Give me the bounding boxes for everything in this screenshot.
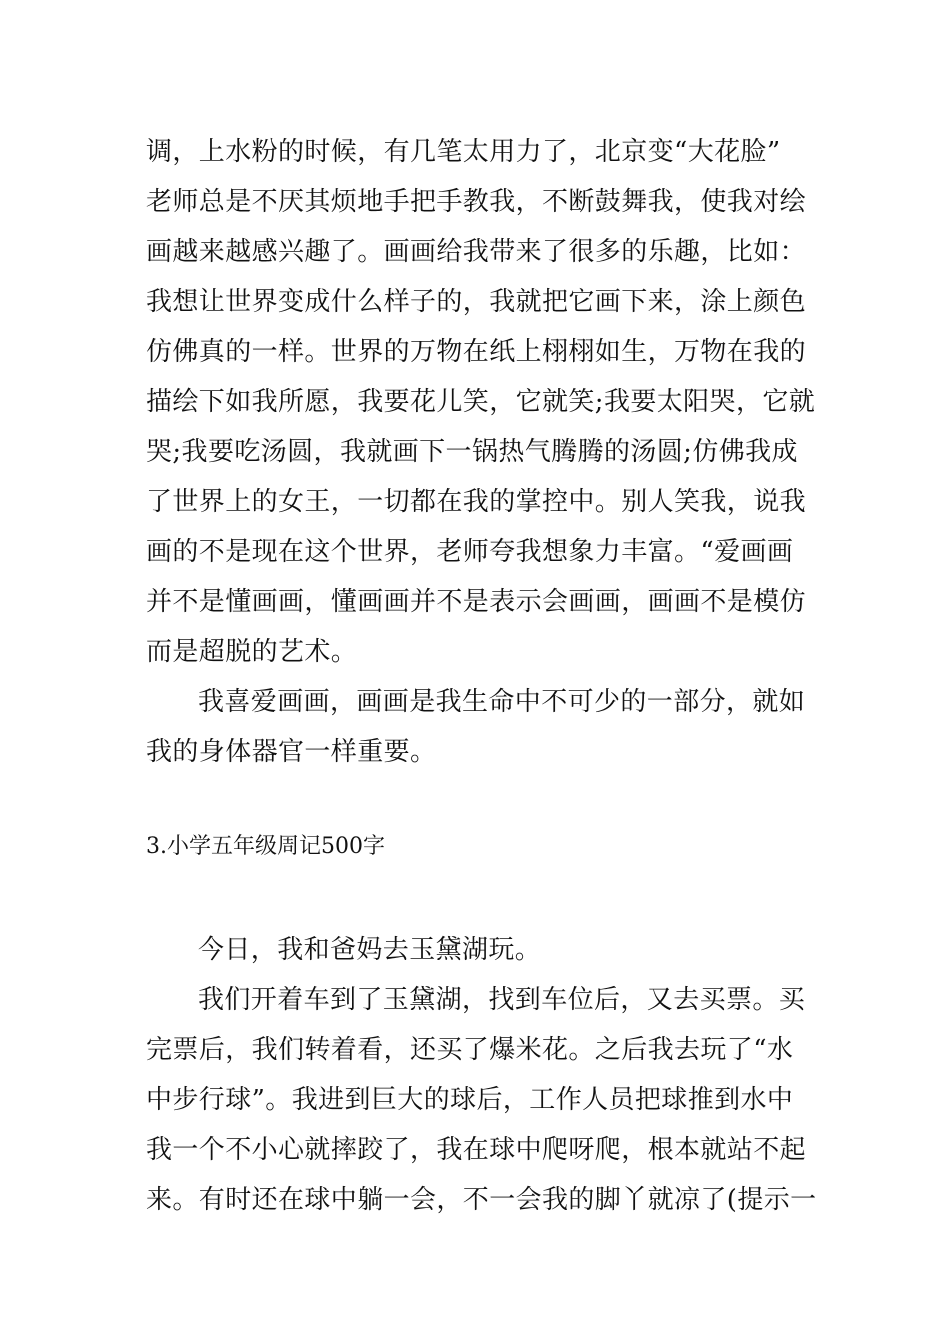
text-line: 画越来越感兴趣了。画画给我带来了很多的乐趣，比如： bbox=[146, 237, 807, 267]
text-line: 老师总是不厌其烦地手把手教我，不断鼓舞我，使我对绘 bbox=[146, 187, 807, 217]
text-line: 哭;我要吃汤圆，我就画下一锅热气腾腾的汤圆;仿佛我成 bbox=[146, 437, 798, 467]
text-line: 仿佛真的一样。世界的万物在纸上栩栩如生，万物在我的 bbox=[146, 337, 807, 367]
text-line: 我想让世界变成什么样子的，我就把它画下来，涂上颜色 bbox=[146, 287, 807, 317]
text-line: 中步行球”。我进到巨大的球后，工作人员把球推到水中 bbox=[146, 1085, 794, 1115]
text-line: 我们开着车到了玉黛湖，找到车位后，又去买票。买 bbox=[198, 985, 806, 1015]
text-line: 我的身体器官一样重要。 bbox=[146, 737, 437, 767]
text-line: 而是超脱的艺术。 bbox=[146, 637, 358, 667]
text-line: 完票后，我们转着看，还买了爆米花。之后我去玩了“水 bbox=[146, 1035, 794, 1065]
text-line: 并不是懂画画，懂画画并不是表示会画画，画画不是模仿 bbox=[146, 587, 807, 617]
text-line: 调，上水粉的时候，有几笔太用力了，北京变“大花脸” bbox=[146, 137, 781, 167]
text-line: 我喜爱画画，画画是我生命中不可少的一部分，就如 bbox=[198, 687, 806, 717]
section-heading: 3.小学五年级周记500字 bbox=[146, 834, 385, 859]
text-line: 今日，我和爸妈去玉黛湖玩。 bbox=[198, 935, 542, 965]
text-line: 来。有时还在球中躺一会，不一会我的脚丫就凉了(提示一 bbox=[146, 1185, 817, 1215]
text-line: 了世界上的女王，一切都在我的掌控中。别人笑我，说我 bbox=[146, 487, 807, 517]
text-line: 我一个不小心就摔跤了，我在球中爬呀爬，根本就站不起 bbox=[146, 1135, 807, 1165]
text-line: 描绘下如我所愿，我要花儿笑，它就笑;我要太阳哭，它就 bbox=[146, 387, 816, 417]
text-line: 画的不是现在这个世界，老师夸我想象力丰富。“爱画画 bbox=[146, 537, 794, 567]
